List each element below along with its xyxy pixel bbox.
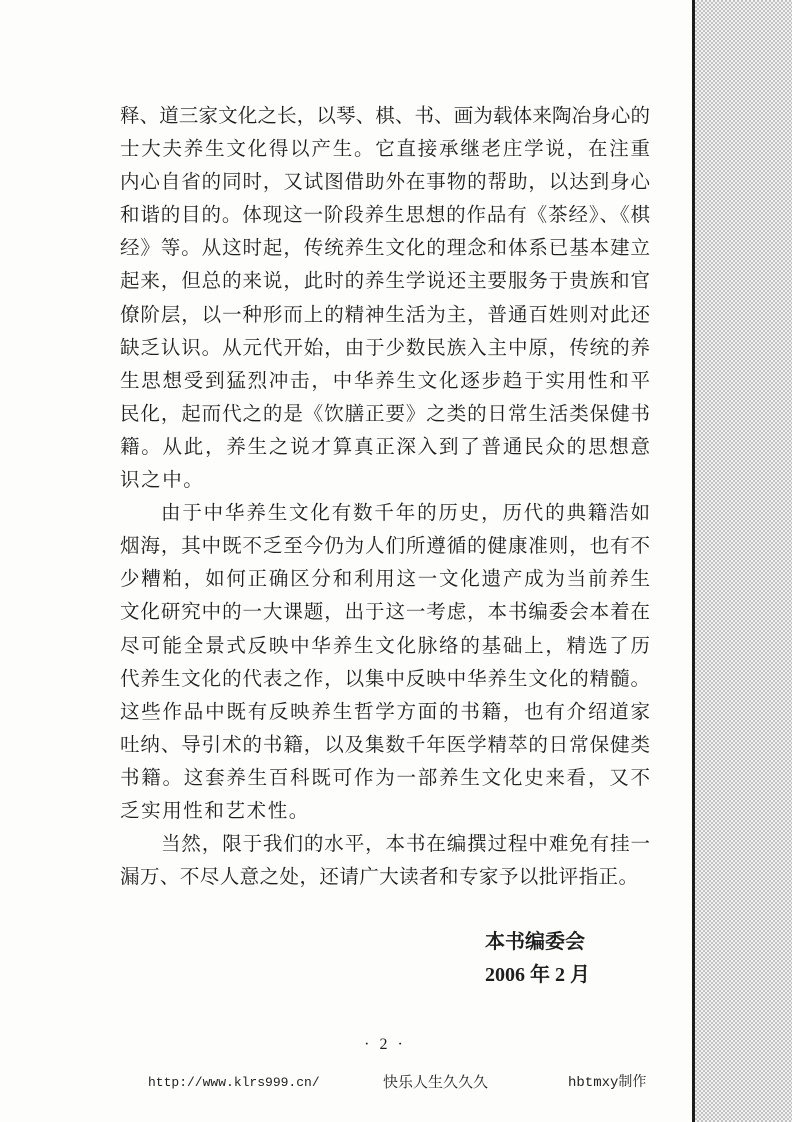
page-margin-texture xyxy=(695,0,792,1122)
text-line: 起来，但总的来说，此时的养生学说还主要服务于贵族和官 xyxy=(120,271,650,293)
paragraph xyxy=(120,100,650,497)
paragraph xyxy=(120,497,650,828)
text-line: 僚阶层，以一种形而上的精神生活为主，普通百姓则对此还 xyxy=(120,304,650,326)
text-line: 缺乏认识。从元代开始，由于少数民族入主中原，传统的养 xyxy=(120,337,650,359)
footer xyxy=(0,1072,692,1094)
text-line: 生思想受到猛烈冲击，中华养生文化逐步趋于实用性和平 xyxy=(120,370,650,392)
text-line: 籍。从此，养生之说才算真正深入到了普通民众的思想意 xyxy=(120,436,650,458)
text-line: 乏实用性和艺术性。 xyxy=(120,800,310,822)
text-line: 漏万、不尽人意之处，还请广大读者和专家予以批评指正。 xyxy=(120,867,638,889)
text-line: 经》等。从这时起，传统养生文化的理念和体系已基本建立 xyxy=(120,238,650,260)
text-line: 当然，限于我们的水平，本书在编撰过程中难免有挂一 xyxy=(161,834,650,856)
signature xyxy=(485,930,590,996)
footer-url: http://www.klrs999.cn/ xyxy=(148,1075,320,1090)
text-line: 识之中。 xyxy=(120,470,205,492)
text-line: 民化，起而代之的是《饮膳正要》之类的日常生活类保健书 xyxy=(120,403,650,425)
footer-site-name: 快乐人生久久久 xyxy=(383,1075,489,1091)
text-line: 书籍。这套养生百科既可作为一部养生文化史来看，又不 xyxy=(120,767,650,789)
text-line: 吐纳、导引术的书籍，以及集数千年医学精萃的日常保健类 xyxy=(120,734,650,756)
page-number: · 2 · xyxy=(364,1036,406,1053)
text-line: 士大夫养生文化得以产生。它直接承继老庄学说，在注重 xyxy=(120,139,650,161)
paragraph xyxy=(120,828,650,894)
signature-date: 2006 年 2 月 xyxy=(485,964,590,986)
text-line: 烟海，其中既不乏至今仍为人们所遵循的健康准则，也有不 xyxy=(120,536,650,558)
signature-author: 本书编委会 xyxy=(485,931,585,953)
text-line: 文化研究中的一大课题，出于这一考虑，本书编委会本着在 xyxy=(120,602,650,624)
text-line: 和谐的目的。体现这一阶段养生思想的作品有《茶经》、《棋 xyxy=(120,205,650,227)
footer-credit: hbtmxy制作 xyxy=(568,1075,647,1091)
text-line: 这些作品中既有反映养生哲学方面的书籍，也有介绍道家 xyxy=(120,701,650,723)
body-text xyxy=(120,100,650,894)
text-line: 少糟粕，如何正确区分和利用这一文化遗产成为当前养生 xyxy=(120,569,650,591)
text-line: 内心自省的同时，又试图借助外在事物的帮助，以达到身心 xyxy=(120,172,650,194)
text-line: 代养生文化的代表之作，以集中反映中华养生文化的精髓。 xyxy=(120,668,650,690)
text-line: 由于中华养生文化有数千年的历史，历代的典籍浩如 xyxy=(161,503,650,525)
text-line: 释、道三家文化之长，以琴、棋、书、画为载体来陶冶身心的 xyxy=(120,106,650,127)
text-line: 尽可能全景式反映中华养生文化脉络的基础上，精选了历 xyxy=(120,635,650,657)
